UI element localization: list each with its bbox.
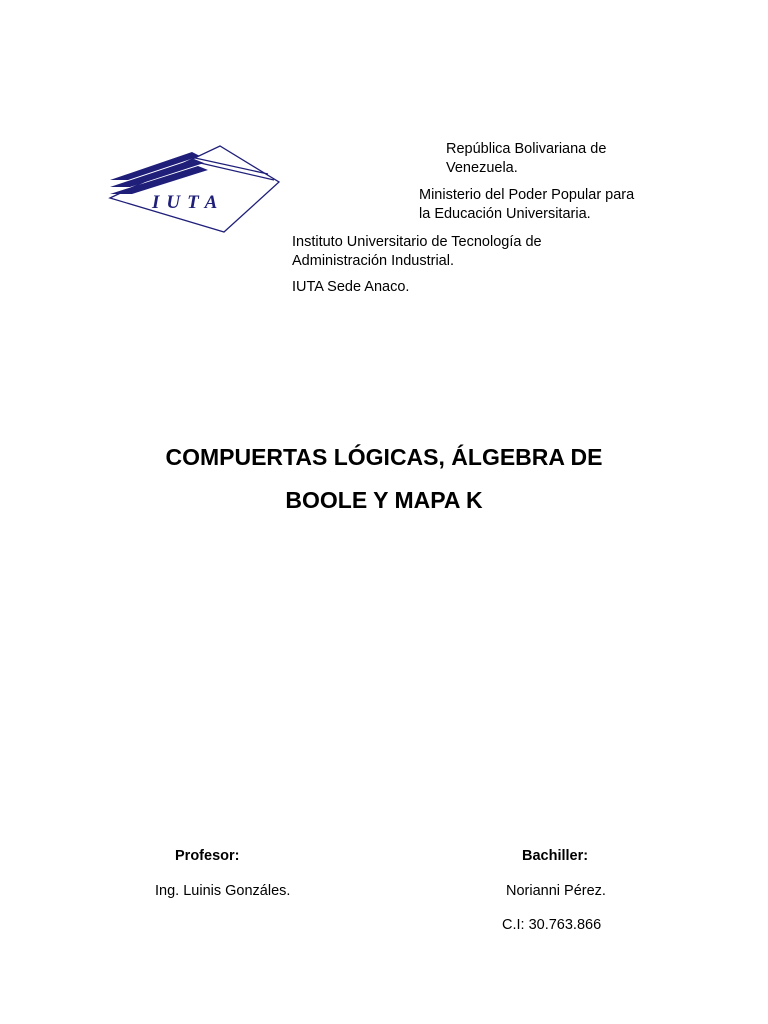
student-label: Bachiller: — [522, 848, 589, 864]
iuta-logo-graphic — [106, 140, 284, 238]
ministry-line-2: la Educación Universitaria. — [419, 205, 591, 222]
institute-line-2: Administración Industrial. — [292, 252, 454, 269]
republic-line-2: Venezuela. — [446, 159, 518, 176]
ministry-heading — [419, 186, 634, 223]
document-title-line-1: COMPUERTAS LÓGICAS, ÁLGEBRA DE — [165, 444, 603, 470]
logo-text: IUTA — [152, 192, 225, 213]
republic-line-1: República Bolivariana de — [446, 141, 607, 157]
institute-line-1: Instituto Universitario de Tecnología de — [292, 234, 542, 250]
student-name: Norianni Pérez. — [506, 883, 606, 899]
professor-name: Ing. Luinis Gonzáles. — [155, 883, 291, 899]
document-title-line-2: BOOLE Y MAPA K — [285, 487, 483, 513]
republic-heading — [446, 140, 606, 177]
ministry-line-1: Ministerio del Poder Popular para — [419, 187, 635, 203]
iuta-logo — [106, 140, 284, 238]
campus-line: IUTA Sede Anaco. — [292, 279, 410, 295]
institute-heading — [292, 233, 542, 270]
student-id: C.I: 30.763.866 — [502, 917, 602, 933]
campus-heading — [292, 278, 409, 297]
logo-stripe-outline-2 — [196, 162, 274, 180]
professor-label: Profesor: — [175, 848, 240, 864]
